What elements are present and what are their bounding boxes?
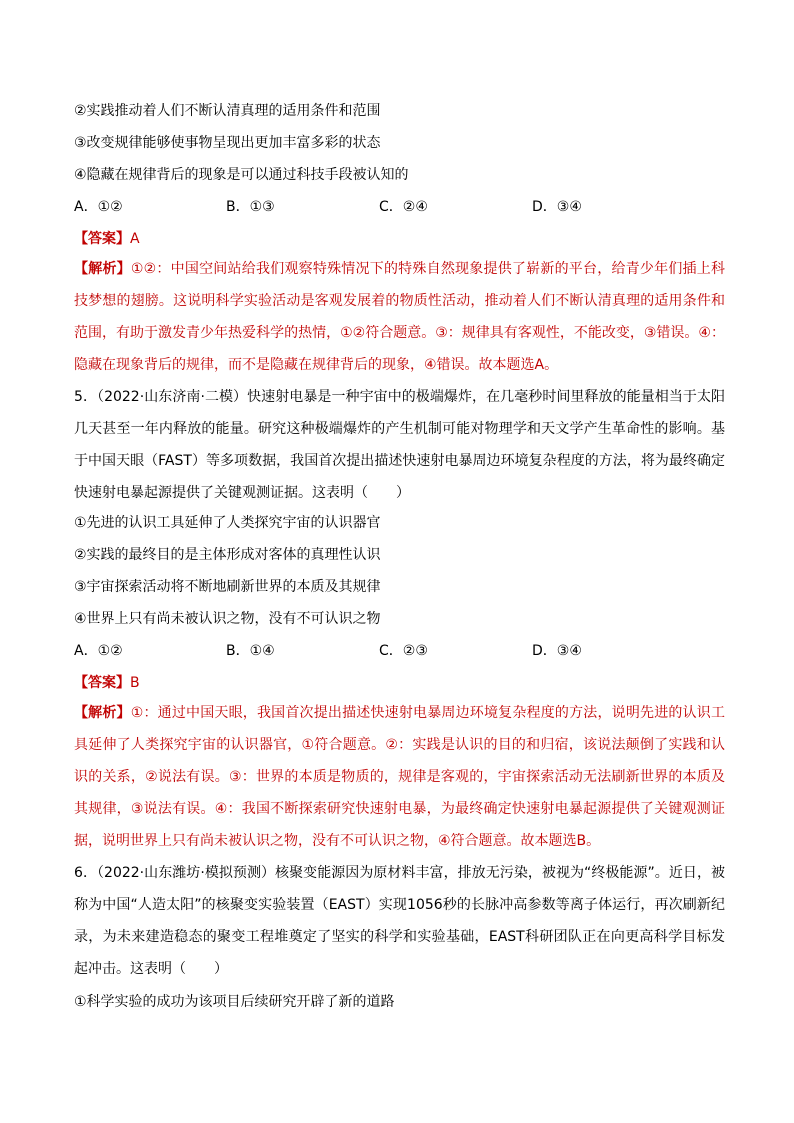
q5-option-c: C．②③ [379, 643, 428, 659]
q5-statement-2: ②实践的最终目的是主体形成对客体的真理性认识 [74, 547, 381, 563]
q5-answer [74, 674, 140, 692]
q4-option-a: A．①② [74, 199, 123, 215]
q4-option-d: D．③④ [532, 199, 582, 215]
q4-statement-3: ③改变规律能够使事物呈现出更加丰富多彩的状态 [74, 135, 381, 151]
analysis-tag: 【解析】 [74, 705, 131, 721]
q5-statement-1: ①先进的认识工具延伸了人类探究宇宙的认识器官 [74, 515, 381, 531]
q5-statement-4: ④世界上只有尚未被认识之物，没有不可认识之物 [74, 611, 381, 627]
q5-option-a: A．①② [74, 643, 123, 659]
q5-statement-3: ③宇宙探索活动将不断地刷新世界的本质及其规律 [74, 579, 381, 595]
q6-statement-1: ①科学实验的成功为该项目后续研究开辟了新的道路 [74, 994, 395, 1010]
q4-options [74, 198, 725, 216]
analysis-text: ①：通过中国天眼，我国首次提出描述快速射电暴周边环境复杂程度的方法，说明先进的认识工具延伸了人类探究宇宙的认识器官，①符合题意。②：实践是认识的目的和归宿，该说法颠倒了实践和认识的关系，②说法有误。③：世界的本质是物质的，规律是客观的，宇宙探索活动无法刷新世界的本质及其规律，③说法有误。④：我国不断探索研究快速射电暴，为最终确定快速射电暴起源提供了关键观测证据，说明世界上只有尚未被认识之物，没有不可认识之物，④符合题意。故本题选B。 [74, 705, 725, 849]
answer-value: B [130, 675, 140, 691]
q4-option-c: C．②④ [379, 199, 428, 215]
q6-stem: 6．（2022·山东潍坊·模拟预测）核聚变能源因为原材料丰富，排放无污染，被视为“终极能源”。近日，被称为中国“人造太阳”的核聚变实验装置（EAST）实现1056秒的长脉冲高参数等离子体运行，再次刷新纪录，为未来建造稳态的聚变工程堆奠定了坚实的科学和实验基础，EAST科研团队正在向更高科学目标发起冲击。这表明（ ） [74, 865, 725, 977]
answer-value: A [130, 231, 140, 247]
q4-statement-4: ④隐藏在规律背后的现象是可以通过科技手段被认知的 [74, 167, 409, 183]
q4-analysis [74, 253, 725, 381]
q4-statement-2: ②实践推动着人们不断认清真理的适用条件和范围 [74, 103, 381, 119]
q5-options [74, 642, 725, 660]
q4-option-b: B．①③ [226, 199, 275, 215]
answer-tag: 【答案】 [74, 675, 130, 691]
q5-option-d: D．③④ [532, 643, 582, 659]
q4-answer [74, 230, 140, 248]
q5-analysis [74, 697, 725, 857]
answer-tag: 【答案】 [74, 231, 130, 247]
q5-option-b: B．①④ [226, 643, 275, 659]
q5-stem: 5．（2022·山东济南·二模）快速射电暴是一种宇宙中的极端爆炸，在几毫秒时间里释放的能量相当于太阳几天甚至一年内释放的能量。研究这种极端爆炸的产生机制可能对物理学和天文学产生革命性的影响。基于中国天眼（FAST）等多项数据，我国首次提出描述快速射电暴周边环境复杂程度的方法，将为最终确定快速射电暴起源提供了关键观测证据。这表明（ ） [74, 389, 725, 501]
analysis-text: ①②：中国空间站给我们观察特殊情况下的特殊自然现象提供了崭新的平台，给青少年们插上科技梦想的翅膀。这说明科学实验活动是客观发展着的物质性活动，推动着人们不断认清真理的适用条件和范围，有助于激发青少年热爱科学的热情，①②符合题意。③：规律具有客观性，不能改变，③错误。④：隐藏在现象背后的规律，而不是隐藏在规律背后的现象，④错误。故本题选A。 [74, 261, 726, 373]
analysis-tag: 【解析】 [74, 261, 131, 277]
